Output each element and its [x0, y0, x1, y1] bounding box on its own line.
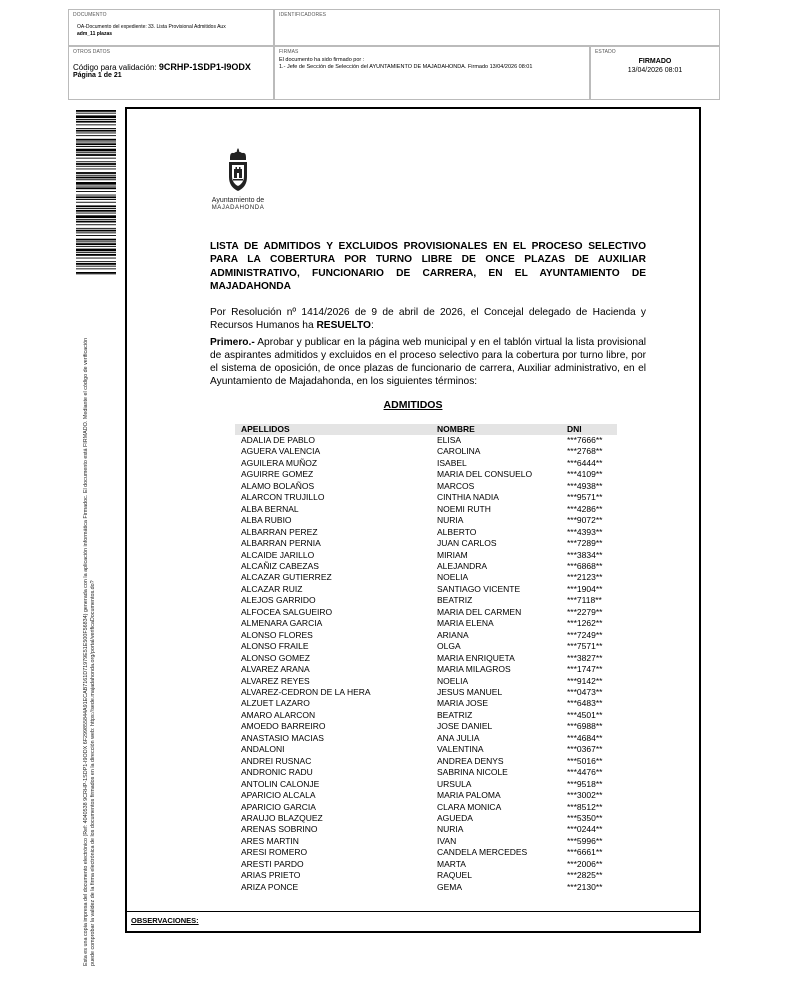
- cell-nombre: MIRIAM: [437, 549, 468, 560]
- cell-nombre: MARIA ENRIQUETA: [437, 652, 515, 663]
- cell-dni: ***7666**: [567, 435, 603, 445]
- cell-nombre: CANDELA MERCEDES: [437, 847, 528, 858]
- ayuntamiento-logo: [205, 147, 271, 219]
- cell-apellidos: AGUERA VALENCIA: [241, 446, 321, 457]
- cell-apellidos: ALBA BERNAL: [241, 503, 299, 514]
- estado-box: [590, 46, 720, 100]
- primero-label: Primero.-: [210, 337, 255, 348]
- cell-apellidos: AGUILERA MUÑOZ: [241, 457, 318, 468]
- cell-dni: ***4286**: [567, 503, 603, 514]
- observaciones-label: OBSERVACIONES:: [131, 916, 199, 925]
- table-row: [235, 756, 617, 767]
- cell-nombre: NOELIA: [437, 675, 469, 686]
- table-row: [235, 802, 617, 813]
- resolution-bold: RESUELTO: [316, 320, 371, 331]
- cell-nombre: MARCOS: [437, 480, 475, 491]
- column-header-apellidos: APELLIDOS: [235, 424, 431, 435]
- table-row: [235, 446, 617, 457]
- cell-dni: ***1904**: [567, 583, 603, 594]
- cell-dni: ***4501**: [567, 709, 603, 720]
- cell-apellidos: APARICIO GARCIA: [241, 801, 316, 812]
- cell-apellidos: ANTOLIN CALONJE: [241, 778, 320, 789]
- cell-nombre: ISABEL: [437, 457, 467, 468]
- cell-apellidos: ALCAIDE JARILLO: [241, 549, 315, 560]
- cell-nombre: JUAN CARLOS: [437, 538, 497, 549]
- table-row: [235, 824, 617, 835]
- table-row: [235, 721, 617, 732]
- cell-apellidos: ALCAÑIZ CABEZAS: [241, 560, 319, 571]
- cell-nombre: IVAN: [437, 835, 457, 846]
- cell-nombre: RAQUEL: [437, 870, 472, 881]
- table-row: [235, 767, 617, 778]
- cell-nombre: ALBERTO: [437, 526, 477, 537]
- cell-apellidos: ARIZA PONCE: [241, 881, 299, 892]
- cell-apellidos: ARES MARTIN: [241, 835, 299, 846]
- table-row: [235, 504, 617, 515]
- table-row: [235, 710, 617, 721]
- table-row: [235, 653, 617, 664]
- cell-apellidos: ARIAS PRIETO: [241, 870, 301, 881]
- cell-nombre: BEATRIZ: [437, 709, 473, 720]
- column-header-dni: DNI: [563, 424, 617, 435]
- cell-nombre: GEMA: [437, 881, 463, 892]
- table-row: [235, 847, 617, 858]
- cell-dni: ***7249**: [567, 629, 603, 640]
- cell-dni: ***1262**: [567, 618, 603, 629]
- table-row: [235, 859, 617, 870]
- cell-nombre: MARIA JOSE: [437, 698, 489, 709]
- cell-nombre: AGUEDA: [437, 812, 473, 823]
- cell-apellidos: ARENAS SOBRINO: [241, 824, 318, 835]
- otros-datos-label: OTROS DATOS: [73, 49, 111, 55]
- cell-nombre: SANTIAGO VICENTE: [437, 583, 521, 594]
- cell-dni: ***4109**: [567, 469, 603, 480]
- resolution-end: :: [370, 320, 374, 331]
- cell-dni: ***5996**: [567, 835, 603, 846]
- estado-status: FIRMADO: [638, 58, 672, 65]
- cell-dni: ***7289**: [567, 538, 603, 549]
- cell-nombre: ELISA: [437, 435, 462, 445]
- cell-dni: ***7571**: [567, 641, 603, 652]
- cell-dni: ***2768**: [567, 446, 603, 457]
- cell-nombre: ANA JULIA: [437, 732, 480, 743]
- table-row: [235, 687, 617, 698]
- table-row: [235, 790, 617, 801]
- codigo-validacion-value[interactable]: 9CRHP-1SDP1-I9ODX: [158, 62, 251, 72]
- cell-nombre: MARTA: [437, 858, 466, 869]
- firmas-line2: 1.- Jefe de Sección de Selección del AYUNTAMIENTO DE MAJADAHONDA. Firmado 13/04/2026 08:01: [279, 64, 533, 70]
- cell-nombre: MARIA ELENA: [437, 618, 494, 629]
- table-row: [235, 870, 617, 881]
- logo-text-line1: Ayuntamiento de: [211, 197, 265, 204]
- table-row: [235, 664, 617, 675]
- table-row: [235, 515, 617, 526]
- cell-dni: ***0367**: [567, 744, 603, 755]
- table-row: [235, 733, 617, 744]
- cell-dni: ***1747**: [567, 664, 603, 675]
- cell-apellidos: ALCAZAR RUIZ: [241, 583, 303, 594]
- cell-dni: ***4684**: [567, 732, 603, 743]
- cell-apellidos: ALBARRAN PEREZ: [241, 526, 318, 537]
- cell-apellidos: ALARCON TRUJILLO: [241, 492, 325, 503]
- page-number: Página 1 de 21: [73, 72, 122, 79]
- table-row: [235, 492, 617, 503]
- cell-nombre: NOEMI RUTH: [437, 503, 491, 514]
- documento-box: [68, 9, 274, 46]
- cell-apellidos: ALAMO BOLAÑOS: [241, 480, 315, 491]
- cell-dni: ***5016**: [567, 755, 603, 766]
- table-row: [235, 561, 617, 572]
- verification-side-text-line2[interactable]: puede comprobar la validez de la firma electrónica de los documentos firmados en la dirección web: https://sede.majadahonda.org/portal/verificaDocumentos.do?: [90, 580, 96, 966]
- cell-nombre: ALEJANDRA: [437, 560, 488, 571]
- cell-apellidos: ARAUJO BLAZQUEZ: [241, 812, 323, 823]
- cell-apellidos: ALVAREZ ARANA: [241, 664, 310, 675]
- estado-label: ESTADO: [595, 49, 616, 55]
- cell-nombre: NURIA: [437, 824, 464, 835]
- document-title: LISTA DE ADMITIDOS Y EXCLUIDOS PROVISIONALES EN EL PROCESO SELECTIVO PARA LA COBERTURA POR TURNO LIBRE DE ONCE PLAZAS DE AUXILIAR ADMINISTRATIVO, FUNCIONARIO DE CARRERA, EN EL AYUNTAMIENTO DE MAJADAHONDA: [210, 241, 646, 293]
- table-row: [235, 630, 617, 641]
- cell-apellidos: APARICIO ALCALA: [241, 790, 316, 801]
- cell-apellidos: ALONSO FRAILE: [241, 641, 309, 652]
- cell-apellidos: ALBA RUBIO: [241, 515, 292, 526]
- codigo-validacion-label: Código para validación:: [73, 63, 157, 72]
- cell-nombre: CLARA MONICA: [437, 801, 502, 812]
- table-row: [235, 618, 617, 629]
- cell-nombre: URSULA: [437, 778, 472, 789]
- cell-apellidos: ALZUET LAZARO: [241, 698, 310, 709]
- table-row: [235, 435, 617, 446]
- cell-nombre: JESUS MANUEL: [437, 686, 503, 697]
- cell-dni: ***6444**: [567, 457, 603, 468]
- table-row: [235, 641, 617, 652]
- table-row: [235, 550, 617, 561]
- cell-dni: ***6661**: [567, 847, 603, 858]
- cell-apellidos: ALEJOS GARRIDO: [241, 595, 316, 606]
- cell-apellidos: ANDALONI: [241, 744, 285, 755]
- cell-dni: ***4393**: [567, 526, 603, 537]
- cell-dni: ***6868**: [567, 560, 603, 571]
- cell-apellidos: ADALIA DE PABLO: [241, 435, 316, 445]
- cell-nombre: SABRINA NICOLE: [437, 767, 508, 778]
- cell-nombre: VALENTINA: [437, 744, 484, 755]
- firmas-label: FIRMAS: [279, 49, 299, 55]
- table-row: [235, 813, 617, 824]
- cell-dni: ***4476**: [567, 767, 603, 778]
- otros-datos-box: [68, 46, 274, 100]
- cell-nombre: BEATRIZ: [437, 595, 473, 606]
- cell-dni: ***9142**: [567, 675, 603, 686]
- primero-text: Aprobar y publicar en la página web municipal y en el tablón virtual la lista provisional de aspirantes admitidos y excluidos en el proceso selectivo para la cobertura por turno libre, por el sistema de oposición, de once plazas de funcionario de carrera, Auxiliar administrativo, en el Ayuntamiento de Majadahonda, en los siguientes términos:: [210, 337, 646, 387]
- cell-apellidos: AMARO ALARCON: [241, 709, 316, 720]
- table-row: [235, 698, 617, 709]
- cell-dni: ***2006**: [567, 858, 603, 869]
- resolution-text: Por Resolución nº 1414/2026 de 9 de abril de 2026, el Concejal delegado de Hacienda y Recursos Humanos ha: [210, 307, 646, 331]
- cell-apellidos: ANDREI RUSNAC: [241, 755, 312, 766]
- identificadores-label: IDENTIFICADORES: [279, 12, 327, 18]
- documento-value: [77, 24, 267, 37]
- table-row: [235, 882, 617, 893]
- cell-nombre: MARIA MILAGROS: [437, 664, 511, 675]
- cell-apellidos: ANDRONIC RADU: [241, 767, 313, 778]
- cell-apellidos: ARESTI PARDO: [241, 858, 304, 869]
- cell-apellidos: ALBARRAN PERNIA: [241, 538, 321, 549]
- table-row: [235, 744, 617, 755]
- cell-dni: ***2825**: [567, 870, 603, 881]
- table-row: [235, 676, 617, 687]
- primero-paragraph: [210, 336, 646, 388]
- cell-apellidos: ALFOCEA SALGUEIRO: [241, 606, 333, 617]
- table-row: [235, 836, 617, 847]
- cell-dni: ***5350**: [567, 812, 603, 823]
- cell-apellidos: ALMENARA GARCIA: [241, 618, 323, 629]
- table-row: [235, 779, 617, 790]
- documento-value-line2: adm_11 plazas: [77, 30, 113, 37]
- resolution-paragraph: [210, 306, 646, 332]
- cell-dni: ***9571**: [567, 492, 603, 503]
- cell-apellidos: ALCAZAR GUTIERREZ: [241, 572, 332, 583]
- documento-label: DOCUMENTO: [73, 12, 107, 18]
- logo-text-line2: MAJADAHONDA: [211, 205, 265, 211]
- coat-of-arms-icon: [225, 147, 251, 195]
- firmas-text: [279, 57, 587, 71]
- cell-apellidos: AMOEDO BARREIRO: [241, 721, 326, 732]
- cell-dni: ***3834**: [567, 549, 603, 560]
- cell-nombre: CINTHIA NADIA: [437, 492, 499, 503]
- verification-side-text: [83, 266, 97, 966]
- column-header-nombre: NOMBRE: [431, 424, 563, 435]
- identificadores-box: [274, 9, 720, 46]
- cell-dni: ***0473**: [567, 686, 603, 697]
- table-row: [235, 469, 617, 480]
- cell-dni: ***9518**: [567, 778, 603, 789]
- cell-nombre: MARIA PALOMA: [437, 790, 501, 801]
- cell-dni: ***2123**: [567, 572, 603, 583]
- cell-apellidos: ALONSO GOMEZ: [241, 652, 310, 663]
- barcode: [76, 110, 116, 275]
- cell-dni: ***3002**: [567, 790, 603, 801]
- table-row: [235, 607, 617, 618]
- cell-dni: ***7118**: [567, 595, 602, 606]
- cell-nombre: JOSE DANIEL: [437, 721, 493, 732]
- cell-nombre: NURIA: [437, 515, 464, 526]
- cell-apellidos: AGUIRRE GOMEZ: [241, 469, 314, 480]
- cell-nombre: ARIANA: [437, 629, 469, 640]
- cell-dni: ***6988**: [567, 721, 603, 732]
- table-row: [235, 527, 617, 538]
- cell-nombre: NOELIA: [437, 572, 469, 583]
- table-row: [235, 538, 617, 549]
- cell-apellidos: ALVAREZ-CEDRON DE LA HERA: [241, 686, 371, 697]
- cell-dni: ***2130**: [567, 881, 603, 892]
- table-row: [235, 584, 617, 595]
- table-header-row: [235, 424, 617, 435]
- table-row: [235, 595, 617, 606]
- cell-nombre: OLGA: [437, 641, 461, 652]
- cell-apellidos: ALVAREZ REYES: [241, 675, 310, 686]
- firmas-line1: El documento ha sido firmado por :: [279, 57, 365, 63]
- cell-dni: ***2279**: [567, 606, 603, 617]
- document-page: [125, 107, 701, 933]
- admitidos-heading: ADMITIDOS: [383, 399, 443, 411]
- table-row: [235, 481, 617, 492]
- documento-value-line1: OA-Documento del expediente: 33. Lista Provisional Admitidos Aux: [77, 24, 226, 30]
- table-row: [235, 572, 617, 583]
- estado-date: 13/04/2026 08:01: [627, 67, 683, 74]
- cell-apellidos: ANASTASIO MACIAS: [241, 732, 324, 743]
- cell-nombre: MARIA DEL CONSUELO: [437, 469, 533, 480]
- cell-nombre: ANDREA DENYS: [437, 755, 504, 766]
- cell-dni: ***6483**: [567, 698, 603, 709]
- table-body: [235, 435, 617, 893]
- cell-apellidos: ARESI ROMERO: [241, 847, 308, 858]
- codigo-validacion: [73, 62, 251, 72]
- cell-dni: ***3827**: [567, 652, 603, 663]
- admitidos-table: [235, 424, 617, 893]
- table-row: [235, 458, 617, 469]
- cell-apellidos: ALONSO FLORES: [241, 629, 313, 640]
- observaciones-bar: [127, 911, 699, 931]
- cell-dni: ***0244**: [567, 824, 603, 835]
- cell-nombre: MARIA DEL CARMEN: [437, 606, 522, 617]
- firmas-box: [274, 46, 590, 100]
- cell-nombre: CAROLINA: [437, 446, 481, 457]
- verification-side-text-line1: Esta es una copia impresa del documento electrónico (Ref: 4040538 9CRHP-1SDP1-I9ODX 6F299855844A91ECAB7161D71979E51E500F56834) generada con la aplicación informática Firmadoc. El documento está FIRMADO. Mediante el código de verificación: [83, 337, 89, 966]
- cell-dni: ***4938**: [567, 480, 603, 491]
- cell-dni: ***8512**: [567, 801, 603, 812]
- cell-dni: ***9072**: [567, 515, 603, 526]
